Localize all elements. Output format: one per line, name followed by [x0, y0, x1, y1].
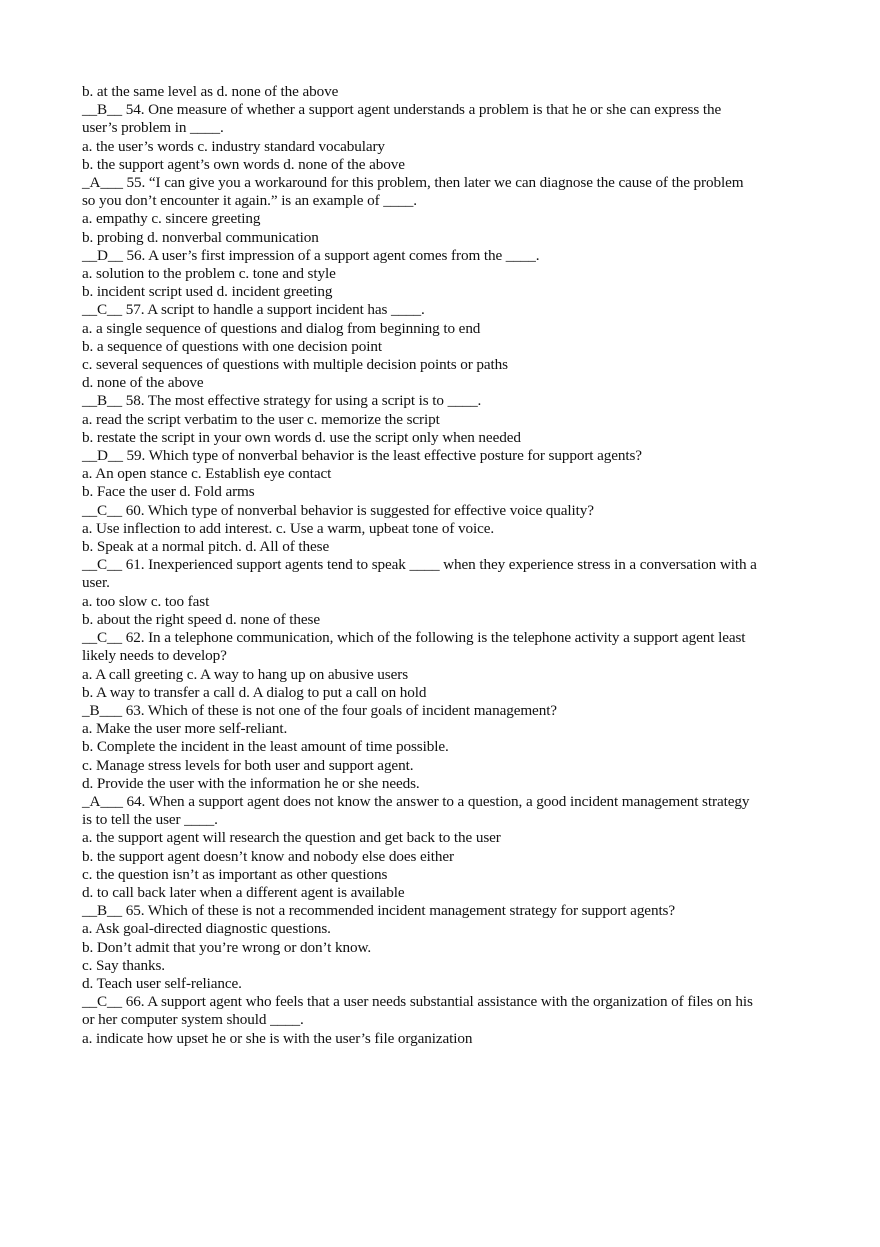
question-60: __C__ 60. Which type of nonverbal behavior is suggested for effective voice quality?	[82, 501, 594, 519]
option-line: b. A way to transfer a call d. A dialog to put a call on hold	[82, 683, 427, 701]
option-line: b. incident script used d. incident greeting	[82, 283, 333, 301]
option-line: d. to call back later when a different agent is available	[82, 883, 405, 901]
question-62: __C__ 62. In a telephone communication, which of the following is the telephone activity a support agent least	[82, 629, 746, 647]
question-66: __C__ 66. A support agent who feels that a user needs substantial assistance with the organization of files on his	[82, 993, 753, 1011]
option-line: a. the user’s words c. industry standard vocabulary	[82, 137, 385, 155]
question-61: __C__ 61. Inexperienced support agents tend to speak ____ when they experience stress in a conversation with a	[82, 556, 757, 574]
question-57: __C__ 57. A script to handle a support incident has ____.	[82, 301, 425, 319]
option-line: a. solution to the problem c. tone and style	[82, 265, 336, 283]
text-line: is to tell the user ____.	[82, 811, 218, 829]
option-line: b. Complete the incident in the least amount of time possible.	[82, 738, 449, 756]
text-line: likely needs to develop?	[82, 647, 227, 665]
option-line: a. Make the user more self-reliant.	[82, 720, 288, 738]
question-58: __B__ 58. The most effective strategy for using a script is to ____.	[82, 392, 482, 410]
option-line: b. Don’t admit that you’re wrong or don’t know.	[82, 938, 372, 956]
option-line: a. A call greeting c. A way to hang up on abusive users	[82, 665, 409, 683]
option-line: b. restate the script in your own words d. use the script only when needed	[82, 428, 521, 446]
option-line: b. the support agent doesn’t know and nobody else does either	[82, 847, 454, 865]
question-54: __B__ 54. One measure of whether a support agent understands a problem is that he or she can express the	[82, 101, 722, 119]
option-line: a. empathy c. sincere greeting	[82, 210, 261, 228]
question-56: __D__ 56. A user’s first impression of a support agent comes from the ____.	[82, 246, 540, 264]
option-line: a. too slow c. too fast	[82, 592, 210, 610]
option-line: a. indicate how upset he or she is with the user’s file organization	[82, 1029, 473, 1047]
option-line: b. about the right speed d. none of these	[82, 610, 320, 628]
option-line: d. Teach user self-reliance.	[82, 974, 242, 992]
option-line: a. Ask goal-directed diagnostic questions.	[82, 920, 331, 938]
option-line: c. several sequences of questions with multiple decision points or paths	[82, 356, 508, 374]
text-line: so you don’t encounter it again.” is an example of ____.	[82, 192, 417, 210]
text-line: user.	[82, 574, 110, 592]
option-line: d. Provide the user with the information he or she needs.	[82, 774, 420, 792]
question-65: __B__ 65. Which of these is not a recommended incident management strategy for support agents?	[82, 902, 676, 920]
text-line: b. at the same level as d. none of the above	[82, 83, 339, 100]
option-line: b. probing d. nonverbal communication	[82, 228, 319, 246]
option-line: b. Speak at a normal pitch. d. All of these	[82, 538, 330, 556]
option-line: a. An open stance c. Establish eye contact	[82, 465, 332, 483]
option-line: a. read the script verbatim to the user c. memorize the script	[82, 410, 440, 428]
option-line: c. Say thanks.	[82, 956, 165, 974]
option-line: b. a sequence of questions with one decision point	[82, 337, 382, 355]
option-line: a. Use inflection to add interest. c. Use a warm, upbeat tone of voice.	[82, 519, 495, 537]
document-page	[82, 83, 812, 1048]
text-line: user’s problem in ____.	[82, 119, 224, 137]
option-line: a. a single sequence of questions and dialog from beginning to end	[82, 319, 481, 337]
text-line: or her computer system should ____.	[82, 1011, 304, 1029]
question-55: _A___ 55. “I can give you a workaround for this problem, then later we can diagnose the cause of the problem	[82, 174, 744, 192]
question-59: __D__ 59. Which type of nonverbal behavior is the least effective posture for support agents?	[82, 447, 642, 465]
option-line: b. Face the user d. Fold arms	[82, 483, 255, 501]
option-line: b. the support agent’s own words d. none of the above	[82, 155, 405, 173]
option-line: d. none of the above	[82, 374, 204, 392]
option-line: c. Manage stress levels for both user and support agent.	[82, 756, 414, 774]
question-64: _A___ 64. When a support agent does not know the answer to a question, a good incident management strategy	[82, 792, 750, 810]
option-line: c. the question isn’t as important as other questions	[82, 865, 388, 883]
option-line: a. the support agent will research the question and get back to the user	[82, 829, 501, 847]
question-63: _B___ 63. Which of these is not one of the four goals of incident management?	[82, 701, 557, 719]
